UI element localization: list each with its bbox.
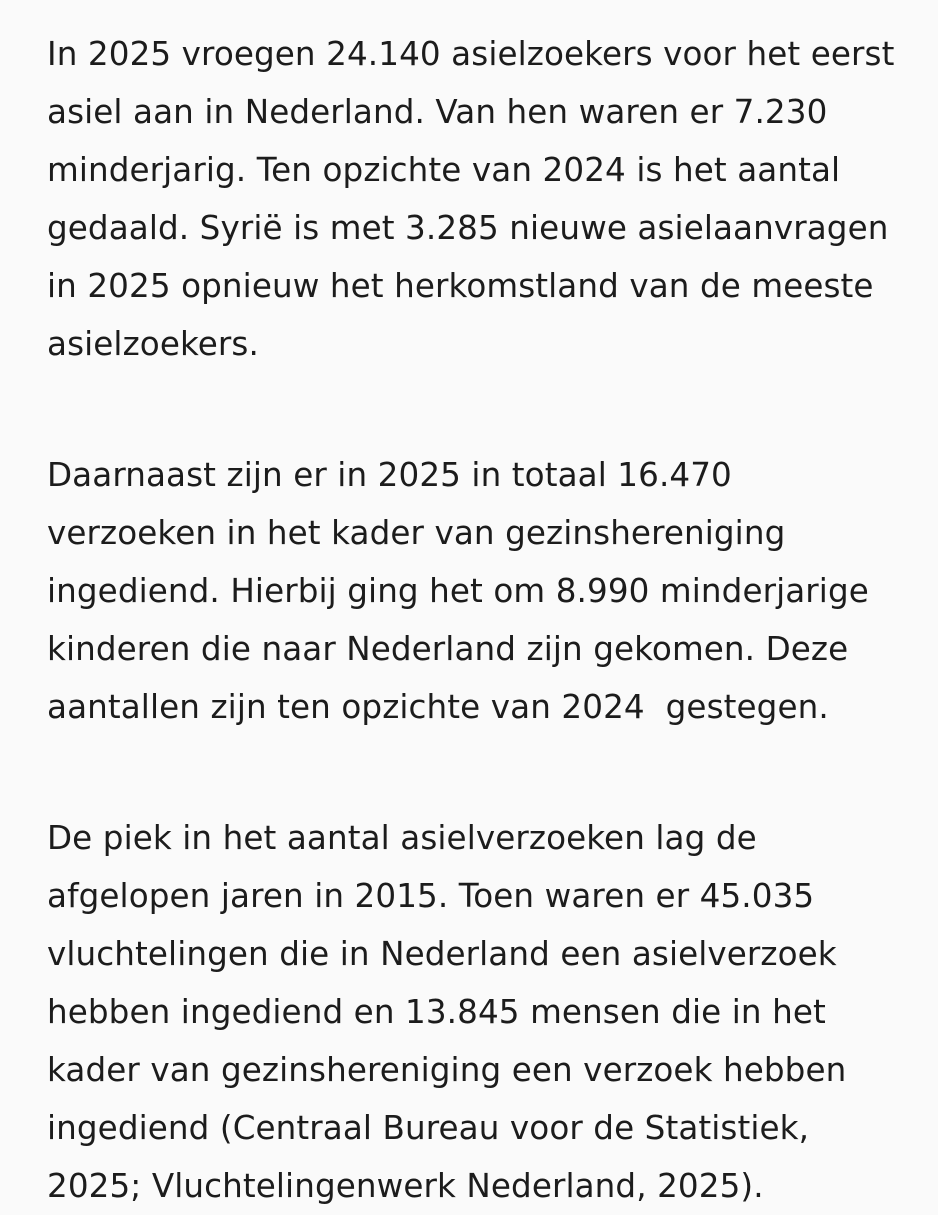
text-line: gedaald. Syrië is met 3.285 nieuwe asielaanvragen bbox=[47, 209, 889, 247]
paragraph-peak-2015 bbox=[47, 809, 927, 1215]
text-line: hebben ingediend en 13.845 mensen die in het bbox=[47, 993, 826, 1031]
article-text bbox=[47, 25, 927, 1215]
text-line: kader van gezinshereniging een verzoek hebben bbox=[47, 1051, 847, 1089]
text-line: minderjarig. Ten opzichte van 2024 is het aantal bbox=[47, 151, 841, 189]
text-line: De piek in het aantal asielverzoeken lag de bbox=[47, 819, 757, 857]
text-line: ingediend (Centraal Bureau voor de Statistiek, bbox=[47, 1109, 810, 1147]
text-line: In 2025 vroegen 24.140 asielzoekers voor het eerst bbox=[47, 35, 895, 73]
text-line: ingediend. Hierbij ging het om 8.990 minderjarige bbox=[47, 572, 869, 610]
paragraph-asylum-applications bbox=[47, 25, 927, 373]
text-line: asielzoekers. bbox=[47, 325, 259, 363]
text-line: afgelopen jaren in 2015. Toen waren er 45.035 bbox=[47, 877, 815, 915]
text-line: aantallen zijn ten opzichte van 2024 gestegen. bbox=[47, 688, 829, 726]
paragraph-family-reunification bbox=[47, 446, 927, 736]
text-line: in 2025 opnieuw het herkomstland van de meeste bbox=[47, 267, 874, 305]
text-line: asiel aan in Nederland. Van hen waren er 7.230 bbox=[47, 93, 828, 131]
text-line: vluchtelingen die in Nederland een asielverzoek bbox=[47, 935, 837, 973]
text-line: verzoeken in het kader van gezinshereniging bbox=[47, 514, 786, 552]
text-line: Daarnaast zijn er in 2025 in totaal 16.470 bbox=[47, 456, 732, 494]
text-line: kinderen die naar Nederland zijn gekomen. Deze bbox=[47, 630, 849, 668]
text-line: 2025; Vluchtelingenwerk Nederland, 2025). bbox=[47, 1167, 764, 1205]
